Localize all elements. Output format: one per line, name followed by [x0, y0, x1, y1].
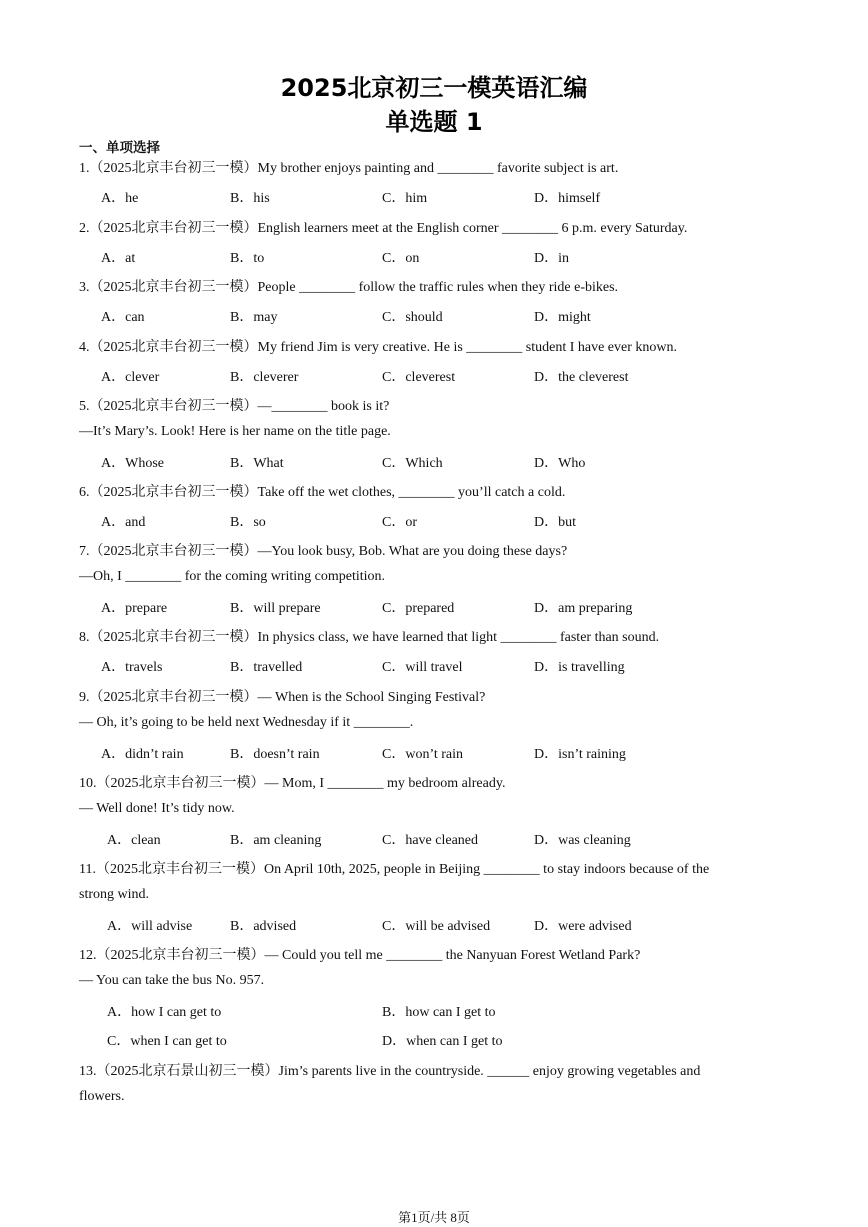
question-4-option-c: C．cleverest	[382, 370, 456, 385]
question-11-option-c: C．will be advised	[382, 919, 491, 934]
question-10-option-a: A．clean	[107, 833, 161, 848]
question-9-option-a: A．didn’t rain	[101, 747, 184, 762]
page-footer: 第1页/共 8页	[398, 1210, 470, 1225]
question-8-option-c: C．will travel	[382, 660, 463, 675]
question-9-option-c: C．won’t rain	[382, 747, 464, 762]
question-3-option-d: D．might	[534, 310, 591, 325]
question-12-dialogue: — You can take the bus No. 957.	[79, 973, 265, 988]
question-2-option-c: C．on	[382, 251, 420, 266]
question-7-dialogue: —Oh, I ________ for the coming writing competition.	[79, 569, 386, 584]
question-10-stem: 10.（2025北京丰台初三一模）— Mom, I ________ my bedroom already.	[79, 776, 506, 791]
question-9-option-b: B．doesn’t rain	[230, 747, 320, 762]
question-8-stem: 8.（2025北京丰台初三一模）In physics class, we have learned that light ________ faster than sound.	[79, 630, 660, 645]
question-5-option-d: D．Who	[534, 456, 586, 471]
question-5-stem: 5.（2025北京丰台初三一模）—________ book is it?	[79, 399, 390, 414]
question-5-dialogue: —It’s Mary’s. Look! Here is her name on the title page.	[79, 424, 391, 439]
question-5-option-b: B．What	[230, 456, 284, 471]
question-1-option-b: B．his	[230, 191, 270, 206]
question-10-option-d: D．was cleaning	[534, 833, 631, 848]
question-7-stem: 7.（2025北京丰台初三一模）—You look busy, Bob. What are you doing these days?	[79, 544, 568, 559]
question-7-option-d: D．am preparing	[534, 601, 633, 616]
question-8-option-d: D．is travelling	[534, 660, 625, 675]
question-2-option-b: B．to	[230, 251, 265, 266]
document-subtitle: 单选题 1	[385, 108, 483, 136]
question-10-option-b: B．am cleaning	[230, 833, 322, 848]
question-12-option-b: B．how can I get to	[382, 1005, 496, 1020]
question-6-option-d: D．but	[534, 515, 576, 530]
question-3-option-c: C．should	[382, 310, 443, 325]
question-6-option-c: C．or	[382, 515, 417, 530]
question-13-stem: 13.（2025北京石景山初三一模）Jim’s parents live in the countryside. ______ enjoy growing vegetables and	[79, 1064, 701, 1079]
question-8-option-a: A．travels	[101, 660, 163, 675]
document-title: 2025北京初三一模英语汇编	[280, 74, 588, 102]
question-5-option-a: A．Whose	[101, 456, 164, 471]
section-heading: 一、单项选择	[79, 140, 160, 156]
question-11-option-a: A．will advise	[107, 919, 193, 934]
question-4-option-d: D．the cleverest	[534, 370, 629, 385]
question-1-option-d: D．himself	[534, 191, 601, 206]
question-3-option-b: B．may	[230, 310, 278, 325]
question-11-continuation: strong wind.	[79, 887, 149, 902]
question-1-option-a: A．he	[101, 191, 139, 206]
question-5-option-c: C．Which	[382, 456, 443, 471]
question-2-option-d: D．in	[534, 251, 569, 266]
question-12-option-d: D．when can I get to	[382, 1034, 503, 1049]
question-10-option-c: C．have cleaned	[382, 833, 479, 848]
question-4-option-a: A．clever	[101, 370, 160, 385]
question-7-option-a: A．prepare	[101, 601, 168, 616]
question-3-stem: 3.（2025北京丰台初三一模）People ________ follow the traffic rules when they ride e-bikes.	[79, 280, 619, 295]
question-7-option-b: B．will prepare	[230, 601, 321, 616]
question-9-stem: 9.（2025北京丰台初三一模）— When is the School Singing Festival?	[79, 690, 486, 705]
question-12-stem: 12.（2025北京丰台初三一模）— Could you tell me ________ the Nanyuan Forest Wetland Park?	[79, 948, 641, 963]
question-7-option-c: C．prepared	[382, 601, 455, 616]
question-6-stem: 6.（2025北京丰台初三一模）Take off the wet clothes, ________ you’ll catch a cold.	[79, 485, 566, 500]
question-13-continuation: flowers.	[79, 1089, 125, 1104]
question-11-stem: 11.（2025北京丰台初三一模）On April 10th, 2025, people in Beijing ________ to stay indoors because of the	[79, 862, 710, 877]
question-6-option-b: B．so	[230, 515, 266, 530]
question-11-option-d: D．were advised	[534, 919, 632, 934]
question-9-option-d: D．isn’t raining	[534, 747, 626, 762]
question-4-stem: 4.（2025北京丰台初三一模）My friend Jim is very creative. He is ________ student I have ever known.	[79, 340, 678, 355]
question-1-option-c: C．him	[382, 191, 428, 206]
question-1-stem: 1.（2025北京丰台初三一模）My brother enjoys painting and ________ favorite subject is art.	[79, 161, 619, 176]
question-4-option-b: B．cleverer	[230, 370, 299, 385]
question-12-option-a: A．how I can get to	[107, 1005, 222, 1020]
question-6-option-a: A．and	[101, 515, 146, 530]
question-2-option-a: A．at	[101, 251, 136, 266]
question-12-option-c: C．when I can get to	[107, 1034, 227, 1049]
question-3-option-a: A．can	[101, 310, 145, 325]
question-10-dialogue: — Well done! It’s tidy now.	[79, 801, 235, 816]
question-2-stem: 2.（2025北京丰台初三一模）English learners meet at the English corner ________ 6 p.m. every Saturday.	[79, 221, 688, 236]
question-9-dialogue: — Oh, it’s going to be held next Wednesday if it ________.	[79, 715, 414, 730]
question-11-option-b: B．advised	[230, 919, 297, 934]
question-8-option-b: B．travelled	[230, 660, 303, 675]
